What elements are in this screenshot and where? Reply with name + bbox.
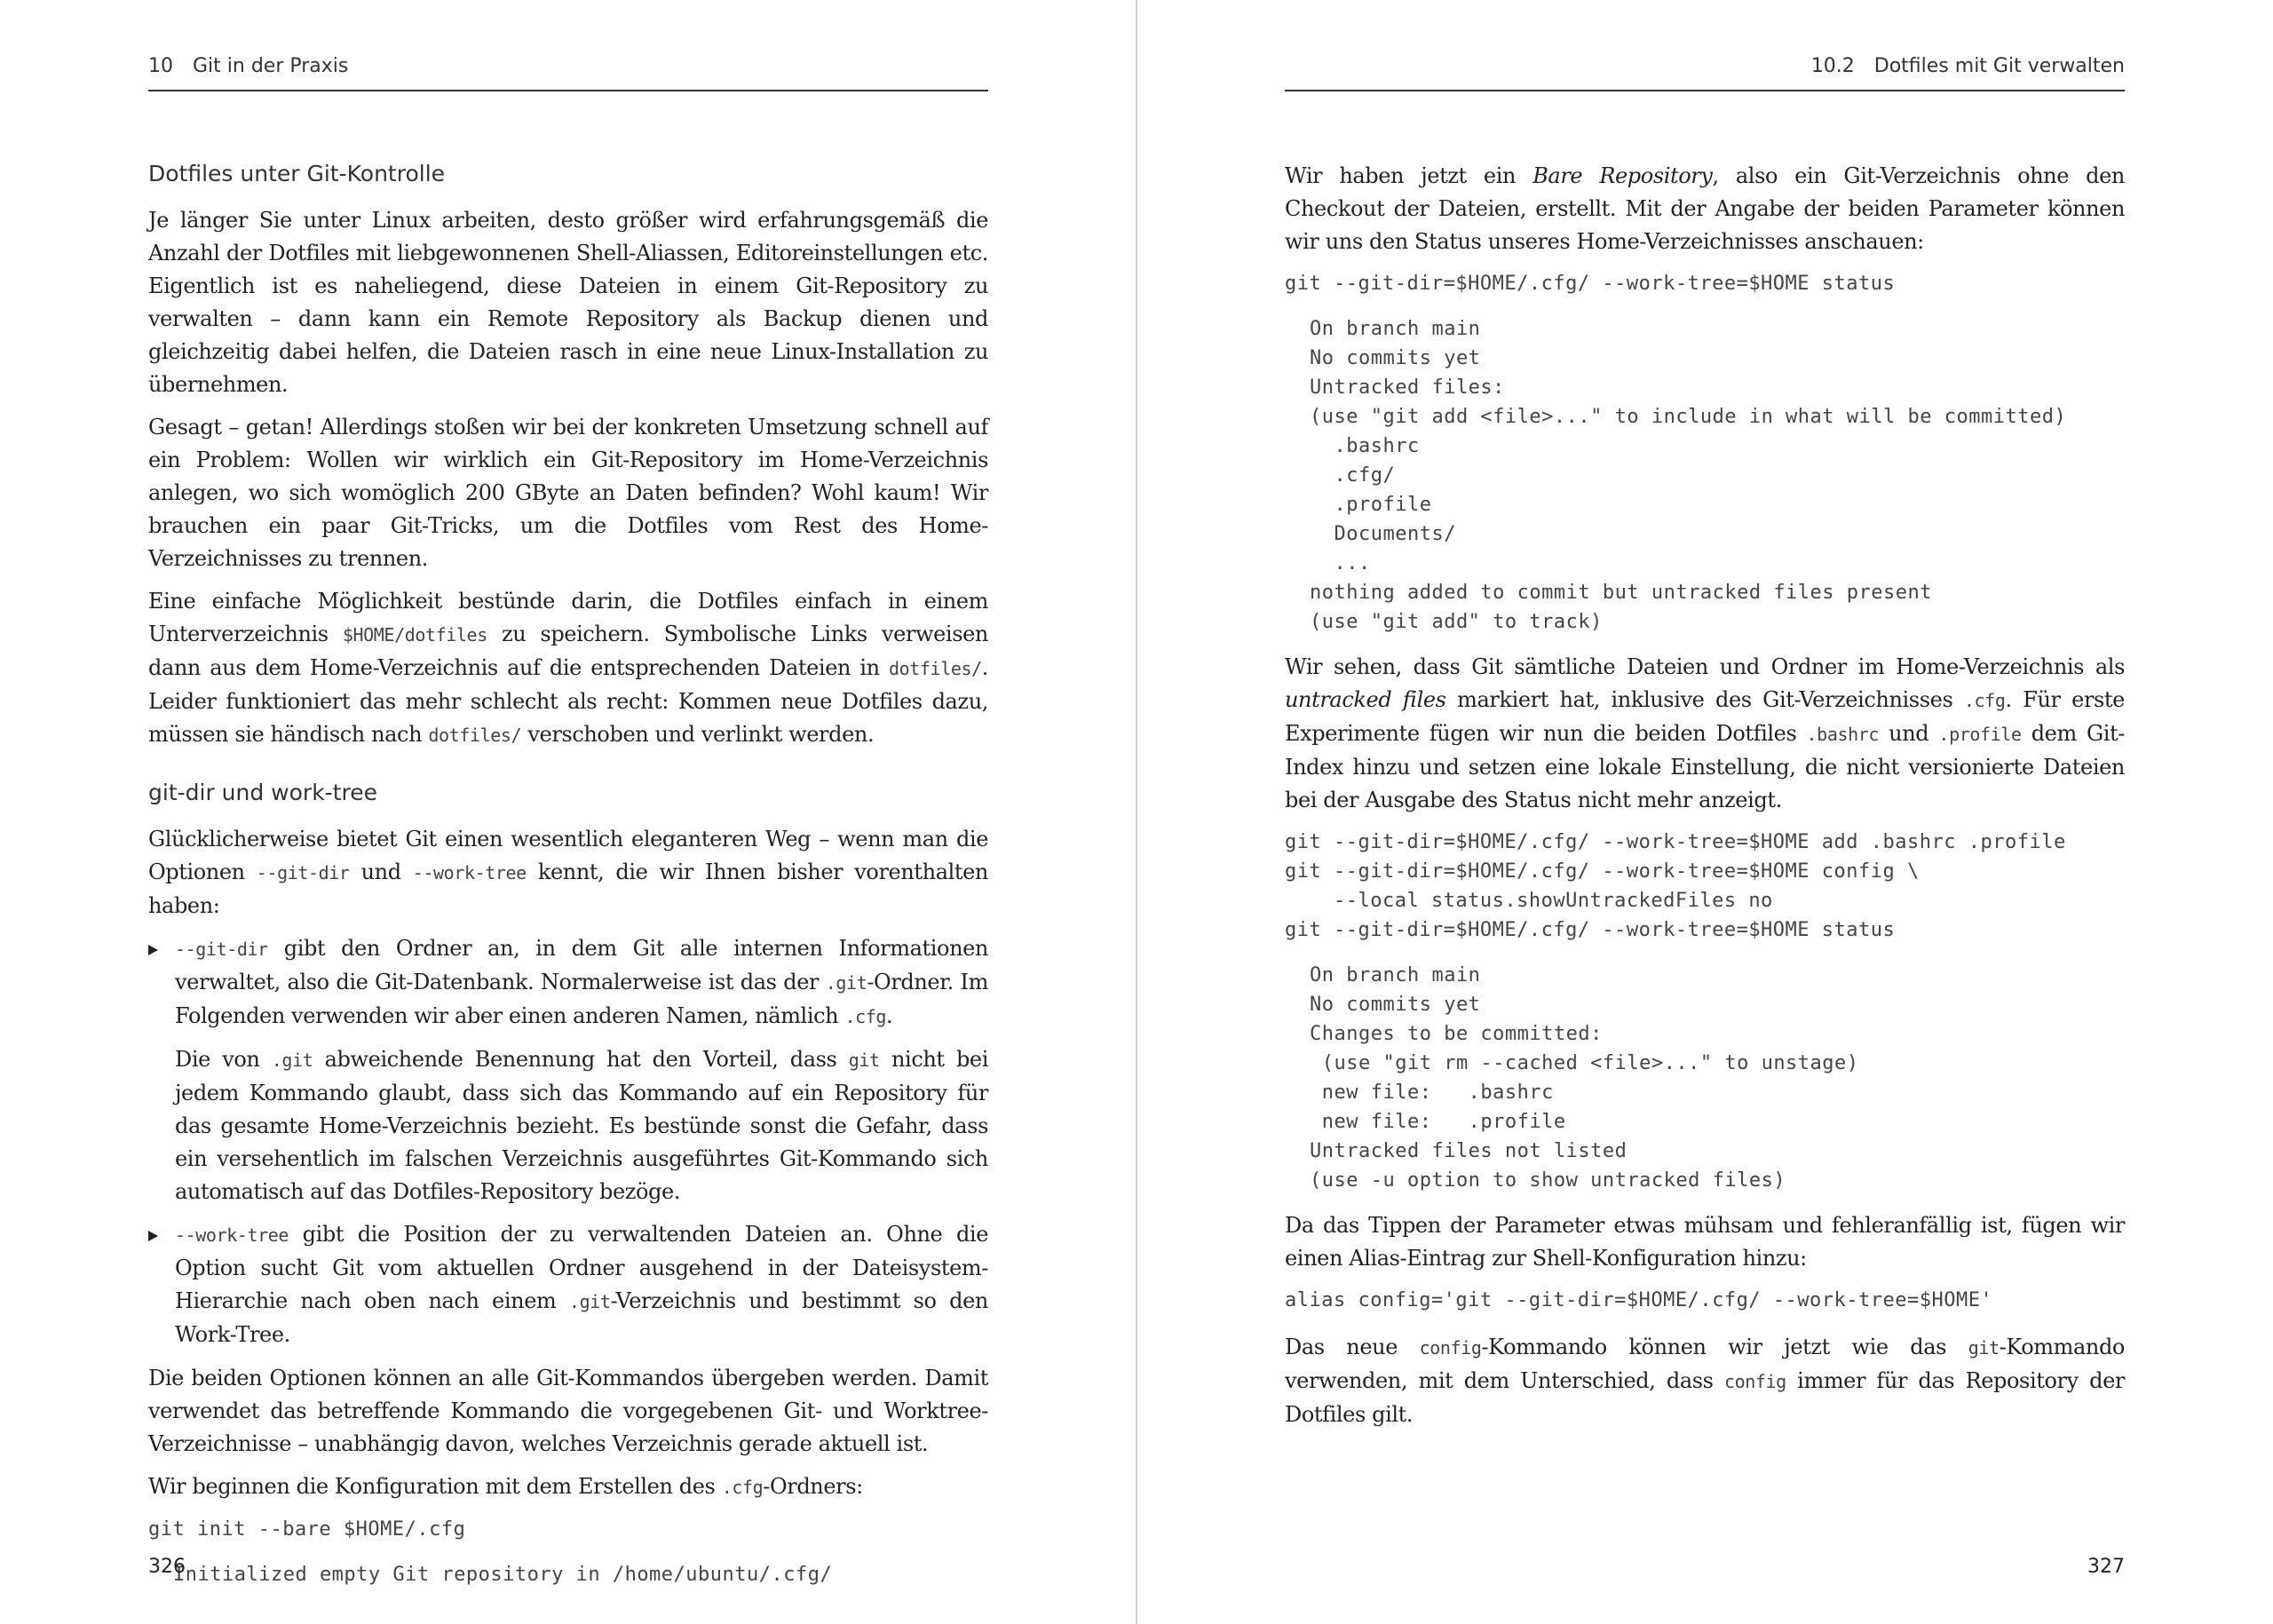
page-number: 326 <box>148 1556 186 1578</box>
page-gutter <box>1136 0 1137 1624</box>
list-item: --git-dir gibt den Ordner an, in dem Git alle internen Informationen verwaltet, also die Git-Datenbank. Normalerweise ist das der .git-Ordner. Im Folgenden verwenden wir aber einen anderen Namen, nämlich .cfg. Die von .git abweichende Benennung hat den Vorteil, dass git nicht bei jedem Kommando glaubt, dass sich das Kommando auf ein Repository für das gesamte Home-Verzeichnis bezieht. Es bestünde sonst die Gefahr, dass ein versehentlich im falschen Verzeichnis ausgeführtes Git-Kommando sich automatisch auf das Dotfiles-Repository bezöge. <box>148 932 988 1208</box>
chapter-title: Git in der Praxis <box>193 55 349 77</box>
page-number: 327 <box>2087 1556 2125 1578</box>
running-header <box>1285 55 2125 91</box>
section-number: 10.2 <box>1810 55 1855 77</box>
paragraph: Wir beginnen die Konfiguration mit dem Erstellen des .cfg-Ordners: <box>148 1474 863 1499</box>
paragraph: Je länger Sie unter Linux arbeiten, desto größer wird erfahrungsgemäß die Anzahl der Dotfiles mit liebgewonnenen Shell-Aliassen, Editoreinstellungen etc. Eigentlich ist es naheliegend, diese Dateien in einem Git-Repository zu verwalten – dann kann ein Remote Repository als Backup dienen und gleichzeitig dabei helfen, die Dateien rasch in eine neue Linux-Installation zu übernehmen. <box>148 208 988 397</box>
code-block: alias config='git --git-dir=$HOME/.cfg/ --work-tree=$HOME' <box>1285 1289 1993 1311</box>
code-block: git init --bare $HOME/.cfg <box>148 1518 466 1541</box>
section-title: Dotfiles mit Git verwalten <box>1873 55 2125 77</box>
paragraph: Da das Tippen der Parameter etwas mühsam und fehleranfällig ist, fügen wir einen Alias-Eintrag zur Shell-Konfiguration hinzu: <box>1285 1213 2125 1271</box>
paragraph: Das neue config-Kommando können wir jetzt wie das git-Kommando verwenden, mit dem Unterschied, dass config immer für das Repository der Dotfiles gilt. <box>1285 1335 2125 1427</box>
command-output: On branch main No commits yet Changes to be committed: (use "git rm --cached <file>..." to unstage) new file: .bashrc new file: .profile Untracked files not listed (use -u option to show untracked files) <box>1310 964 1859 1192</box>
paragraph: Eine einfache Möglichkeit bestünde darin, die Dotfiles einfach in einem Unterverzeichnis $HOME/dotfiles zu speichern. Symbolische Links verweisen dann aus dem Home-Verzeichnis auf die entsprechenden Dateien in dotfiles/. Leider funktioniert das mehr schlecht als recht: Kommen neue Dotfiles dazu, müssen sie händisch nach dotfiles/ verschoben und verlinkt werden. <box>148 589 988 747</box>
chapter-number: 10 <box>148 55 173 77</box>
paragraph: Die beiden Optionen können an alle Git-Kommandos übergeben werden. Damit verwendet das betreffende Kommando die vorgegebenen Git- und Worktree-Verzeichnisse – unabhängig davon, welches Verzeichnis gerade aktuell ist. <box>148 1366 988 1456</box>
section-heading: Dotfiles unter Git-Kontrolle <box>148 161 446 186</box>
left-page <box>148 0 988 1624</box>
bullet-list <box>148 932 988 1351</box>
paragraph: Gesagt – getan! Allerdings stoßen wir bei der konkreten Umsetzung schnell auf ein Problem: Wollen wir wirklich ein Git-Repository im Home-Verzeichnis anlegen, wo sich womöglich 200 GByte an Daten befinden? Wohl kaum! Wir brauchen ein paar Git-Tricks, um die Dotfiles vom Rest des Home-Verzeichnisses zu trennen. <box>148 415 988 571</box>
code-block: git --git-dir=$HOME/.cfg/ --work-tree=$HOME status <box>1285 273 1896 295</box>
section-heading: git-dir und work-tree <box>148 780 377 805</box>
right-page-body <box>1285 160 2125 1441</box>
list-item: --work-tree gibt die Position der zu verwaltenden Dateien an. Ohne die Option sucht Git vom aktuellen Ordner ausgehend in der Dateisystem-Hierarchie nach oben nach einem .git-Verzeichnis und bestimmt so den Work-Tree. <box>148 1218 988 1351</box>
running-header <box>148 55 988 91</box>
code-block: git --git-dir=$HOME/.cfg/ --work-tree=$HOME add .bashrc .profile git --git-dir=$HOME/.cfg/ --work-tree=$HOME config \ --local status.showUntrackedFiles no git --git-dir=$HOME/.cfg/ --work-tree=$HOME status <box>1285 831 2066 941</box>
right-page <box>1285 0 2125 1624</box>
paragraph: Wir sehen, dass Git sämtliche Dateien und Ordner im Home-Verzeichnis als untracked files markiert hat, inklusive des Git-Verzeichnisses .cfg. Für erste Experimente fügen wir nun die beiden Dotfiles .bashrc und .profile dem Git-Index hinzu und setzen eine lokale Einstellung, die nicht versionierte Dateien bei der Ausgabe des Status nicht mehr anzeigt. <box>1285 654 2125 812</box>
command-output: On branch main No commits yet Untracked files: (use "git add <file>..." to include in what will be committed) .bashrc .cfg/ .profile Documents/ ... nothing added to commit but untracked files present (use "git add" to track) <box>1310 318 2067 633</box>
command-output: Initialized empty Git repository in /home/ubuntu/.cfg/ <box>173 1564 833 1586</box>
paragraph: Wir haben jetzt ein Bare Repository, also ein Git-Verzeichnis ohne den Checkout der Dateien, erstellt. Mit der Angabe der beiden Parameter können wir uns den Status unseres Home-Verzeichnisses anschauen: <box>1285 163 2125 254</box>
paragraph: Glücklicherweise bietet Git einen wesentlich eleganteren Weg – wenn man die Optionen --git-dir und --work-tree kennt, die wir Ihnen bisher vorenthalten haben: <box>148 827 988 918</box>
left-page-body <box>148 160 988 1604</box>
